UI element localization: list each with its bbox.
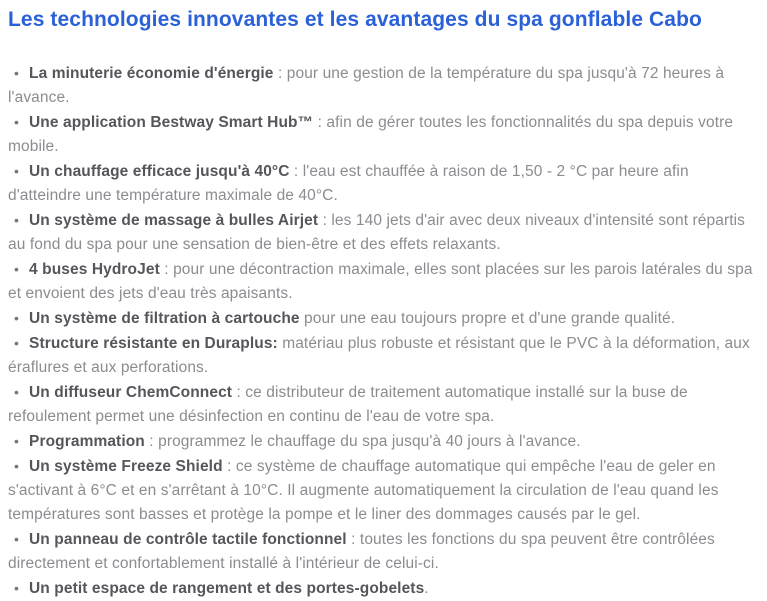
list-item-text: : afin de gérer toutes les fonctionnalités du spa depuis votre mobile. [8,114,734,155]
list-item-text: : programmez le chauffage du spa jusqu'à 40 jours à l'avance. [144,433,581,450]
list-item [8,61,755,110]
list-item-text: : ce système de chauffage automatique qui empêche l'eau de geler en s'activant à 6°C et en s'arrêtant à 10°C. Il augmente automatiquement la circulation de l'eau quand les températures sont basses et protège la pompe et le liner des dommages causés par le gel. [8,458,719,523]
list-item [8,576,755,601]
list-item-text: : l'eau est chauffée à raison de 1,50 - 2 °C par heure afin d'atteindre une température maximale de 40°C. [8,163,689,204]
list-item-term: Un système de filtration à cartouche [29,310,300,327]
list-item [8,306,755,331]
list-item-term: Un panneau de contrôle tactile fonctionnel [29,531,347,548]
list-item-term: Structure résistante en Duraplus: [29,335,278,352]
bullet-icon: • [14,433,20,449]
list-item-text: : ce distributeur de traitement automatique installé sur la buse de refoulement permet une désinfection en continu de l'eau de votre spa. [8,384,688,425]
bullet-icon: • [14,335,20,351]
list-item-text: matériau plus robuste et résistant que le PVC à la déformation, aux éraflures et aux perforations. [8,335,750,376]
bullet-icon: • [14,261,20,277]
list-item [8,429,755,454]
bullet-icon: • [14,310,20,326]
list-item-term: Un diffuseur ChemConnect [29,384,233,401]
bullet-icon: • [14,163,20,179]
list-item-term: Un petit espace de rangement et des portes-gobelets [29,580,425,597]
bullet-icon: • [14,212,20,228]
feature-bullet-list [8,61,755,601]
list-item [8,331,755,380]
list-item-term: Un système Freeze Shield [29,458,223,475]
bullet-icon: • [14,114,20,130]
bullet-icon: • [14,65,20,81]
list-item-text: : les 140 jets d'air avec deux niveaux d'intensité sont répartis au fond du spa pour une sensation de bien-être et des effets relaxants. [8,212,746,253]
list-item-text: : pour une décontraction maximale, elles sont placées sur les parois latérales du spa et envoient des jets d'eau très apaisants. [8,261,753,302]
bullet-icon: • [14,384,20,400]
list-item [8,159,755,208]
list-item [8,110,755,159]
list-item-term: Une application Bestway Smart Hub™ [29,114,314,131]
list-item-text: . [424,580,429,597]
list-item [8,380,755,429]
list-item [8,454,755,527]
list-item [8,257,755,306]
list-item [8,527,755,576]
page-title: Les technologies innovantes et les avantages du spa gonflable Cabo [8,8,702,31]
list-item-term: 4 buses HydroJet [29,261,160,278]
bullet-icon: • [14,458,20,474]
list-item-term: Un système de massage à bulles Airjet [29,212,319,229]
list-item-text: : pour une gestion de la température du spa jusqu'à 72 heures à l'avance. [8,65,725,106]
list-item-term: La minuterie économie d'énergie [29,65,274,82]
list-item-term: Un chauffage efficace jusqu'à 40°C [29,163,290,180]
bullet-icon: • [14,580,20,596]
bullet-icon: • [14,531,20,547]
list-item [8,208,755,257]
list-item-text: pour une eau toujours propre et d'une grande qualité. [299,310,676,327]
list-item-text: : toutes les fonctions du spa peuvent être contrôlées directement et confortablement installé à l'intérieur de celui-ci. [8,531,715,572]
list-item-term: Programmation [29,433,145,450]
